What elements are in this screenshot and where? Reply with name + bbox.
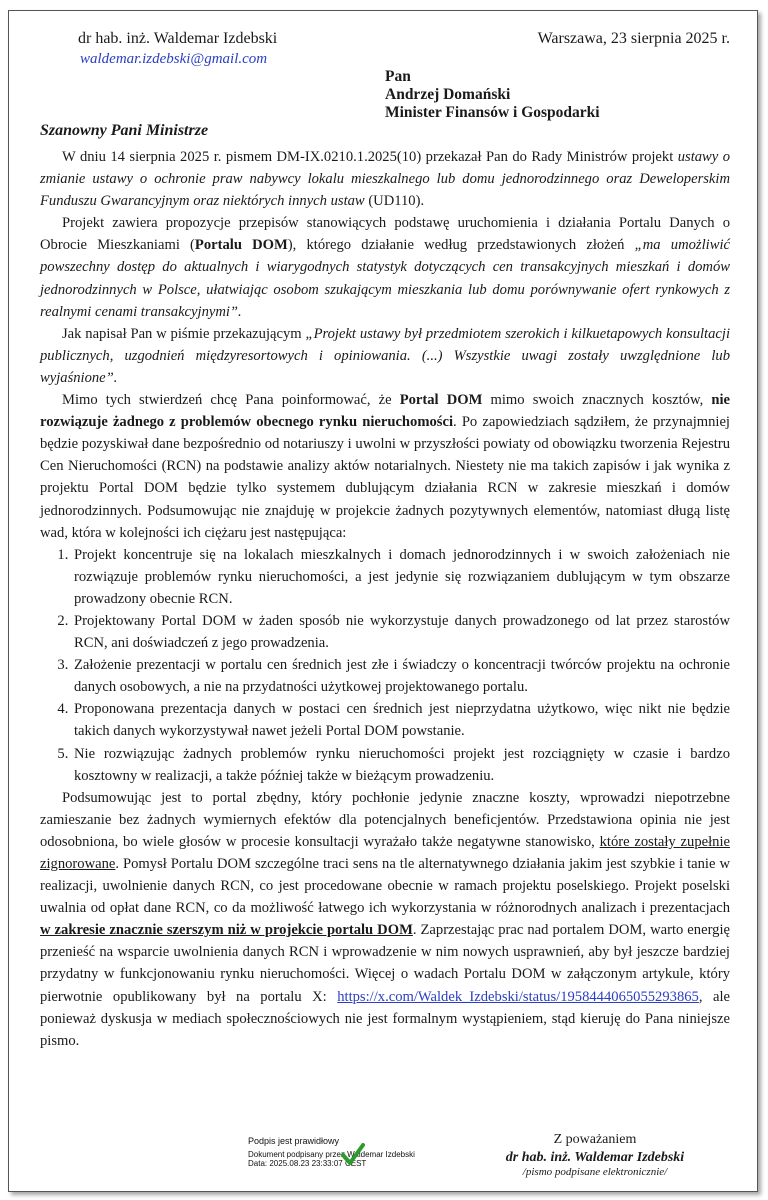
p4-bold-claim: nie rozwiązuje żadnego z problemów obecnego rynku nieruchomości [40, 392, 730, 431]
signature-check-icon [340, 1142, 366, 1168]
place-date: Warszawa, 23 sierpnia 2025 r. [537, 30, 730, 47]
list-item: 2. Projektowany Portal DOM w żaden sposób nie wykorzystuje danych prowadzonego od lat przez starostów RCN, ani doświadczeń z jego prowadzenia. [72, 610, 730, 654]
signature-date: Data: 2025.08.23 23:33:07 CEST [248, 1159, 367, 1168]
recipient-block [385, 68, 600, 122]
p2-portal-dom: Portalu DOM [194, 237, 288, 254]
recipient-title: Minister Finansów i Gospodarki [385, 104, 600, 121]
p2-text-mid: ), którego działanie według przedstawionych złożeń [287, 237, 635, 254]
p4-text-mid: mimo swoich znacznych kosztów, [482, 392, 712, 409]
closing-regards: Z poważaniem [553, 1132, 637, 1147]
p2-text: Projekt zawiera propozycje przepisów stanowiących podstawę uruchomienia i działania Portalu Danych o Obrocie Mieszkaniami ( [40, 215, 730, 254]
closing-note: /pismo podpisane elektronicznie/ [522, 1166, 668, 1178]
author-name: dr hab. inż. Waldemar Izdebski [78, 30, 278, 47]
closing-name: dr hab. inż. Waldemar Izdebski [505, 1150, 685, 1165]
signature-details [248, 1150, 418, 1168]
p4-portal-dom: Portal DOM [399, 392, 483, 409]
recipient-salutation: Pan [385, 68, 411, 85]
p4-text-end: . Po zapowiedziach sądziłem, że przynajmniej będzie pozyskiwał dane bezpośrednio od notariuszy i uwolni w przyszłości powiaty od obowiązku tworzenia Rejestru Cen Nieruchomości (RCN) na podstawie analizy aktów notarialnych. Niestety nie ma takich zapisów i jak wynika z projektu Portal DOM będzie tylko systemem dublującym działania RCN w zakresie mieszkań i domów jednorodzinnych. Podsumowując nie znajduję w projekcie żadnych pozytywnych elementów, natomiast długą listę wad, która w kolejności ich ciężaru jest następująca: [40, 414, 730, 541]
p3-text: Jak napisał Pan w piśmie przekazującym [62, 325, 306, 342]
list-item: 1. Projekt koncentruje się na lokalach mieszkalnych i domach jednorodzinnych i w swoich założeniach nie rozwiązuje problemów rynku nieruchomości, a jest jedynie się rozwiązaniem dublującym w tym obszarze prowadzony obecnie RCN. [72, 544, 730, 610]
recipient-name: Andrzej Domański [385, 86, 511, 103]
p5-text-mid: . Pomysł Portalu DOM szczególne traci sens na tle alternatywnego działania jakim jest szybkie i tanie w realizacji, uwolnienie danych RCN, co jest procedowane obecnie w ramach projektu poselskiego. Projekt poselski uwalnia od opłat dane RCN, co da możliwość łatwego ich wykorzystania w różnorodnych analizach i prezentacjach [40, 856, 730, 917]
p1-text: W dniu 14 sierpnia 2025 r. pismem DM-IX.0210.1.2025(10) przekazał Pan do Rady Ministrów projekt [62, 149, 678, 165]
p2-quote: „ma umożliwić powszechny dostęp do aktualnych i wiarygodnych statystyk dotyczących cen transakcyjnych mieszkań i domów jednorodzinnych w Polsce, ułatwiając osobom szukającym mieszkania lub domu porównywanie ofert rynkowych z realnymi cenami transakcyjnymi”. [40, 237, 730, 320]
closing-block [470, 1132, 720, 1178]
paragraph-1 [40, 146, 730, 212]
x-post-link[interactable]: https://x.com/Waldek_Izdebski/status/1958444065055293865 [337, 988, 699, 1005]
signature-valid-label: Podpis jest prawidłowy [248, 1136, 340, 1146]
p3-quote: „Projekt ustawy był przedmiotem szerokich i kilkuetapowych konsultacji publicznych, uzgodnień międzyresortowych i opiniowania. (...) Wszystkie uwagi zostały uwzględnione lub wyjaśnione”. [40, 325, 731, 386]
p4-text: Mimo tych stwierdzeń chcę Pana poinformować, że [62, 392, 400, 409]
paragraph-4 [40, 389, 730, 544]
paragraph-5 [40, 787, 730, 1052]
author-email-link[interactable]: waldemar.izdebski@gmail.com [80, 51, 268, 67]
paragraph-3 [40, 323, 730, 389]
p1-bill-title: ustawy o zmianie ustawy o ochronie praw nabywcy lokalu mieszkalnego lub domu jednorodzinnego oraz Deweloperskim Funduszu Gwarancyjnym oraz niektórych innych ustaw [40, 149, 731, 210]
greeting: Szanowny Pani Ministrze [40, 122, 209, 139]
list-item: 4. Proponowana prezentacja danych w postaci cen średnich jest nieprzydatna użytkowo, więc nikt nie będzie takich danych wykorzystywał nawet jeżeli Portal DOM powstanie. [72, 698, 730, 742]
p5-underlined: które zostały zupełnie zignorowane [40, 833, 730, 872]
list-item: 3. Założenie prezentacji w portalu cen średnich jest złe i świadczy o koncentracji twórców projektu na ochronie danych osobowych, a nie na przydatności użytkowej projektowanego portalu. [72, 654, 730, 698]
p1-text-end: (UD110). [364, 193, 425, 210]
p5-text-mid2: . Zaprzestając prac nad portalem DOM, warto energię przenieść na wsparcie uwolnienia danych RCN i wprowadzenie w nim nowych usprawnień, aby był jeszcze bardziej przydatny w funkcjonowaniu rynku nieruchomości. Więcej o wadach Portalu DOM w załączonym artykule, który pierwotnie opublikowany był na portalu X: [40, 922, 730, 1005]
p5-text: Podsumowując jest to portal zbędny, który pochłonie jedynie znaczne koszty, wprowadzi niepotrzebne zamieszanie bez żadnych wymiernych efektów dla potencjalnych beneficjentów. Przedstawiona opinia nie jest odosobniona, bo wiele głosów w procesie konsultacji wyrażało także negatywne stanowisko, [40, 789, 730, 850]
letter-body [40, 146, 730, 1052]
p5-text-end: , ale ponieważ dyskusja w mediach społecznościowych nie jest formalnym wystąpieniem, stąd kieruję do Pana niniejsze pismo. [40, 988, 730, 1049]
defects-list [40, 544, 730, 787]
signature-signer: Dokument podpisany przez Waldemar Izdebski [248, 1150, 415, 1159]
list-item: 5. Nie rozwiązując żadnych problemów rynku nieruchomości projekt jest rozciągnięty w czasie i bardzo kosztowny w realizacji, a także później także w bieżącym prowadzeniu. [72, 743, 730, 787]
paragraph-2 [40, 212, 730, 322]
e-signature-box [248, 1136, 418, 1168]
p5-bold-underlined: w zakresie znacznie szerszym niż w projekcie portalu DOM [40, 922, 413, 939]
